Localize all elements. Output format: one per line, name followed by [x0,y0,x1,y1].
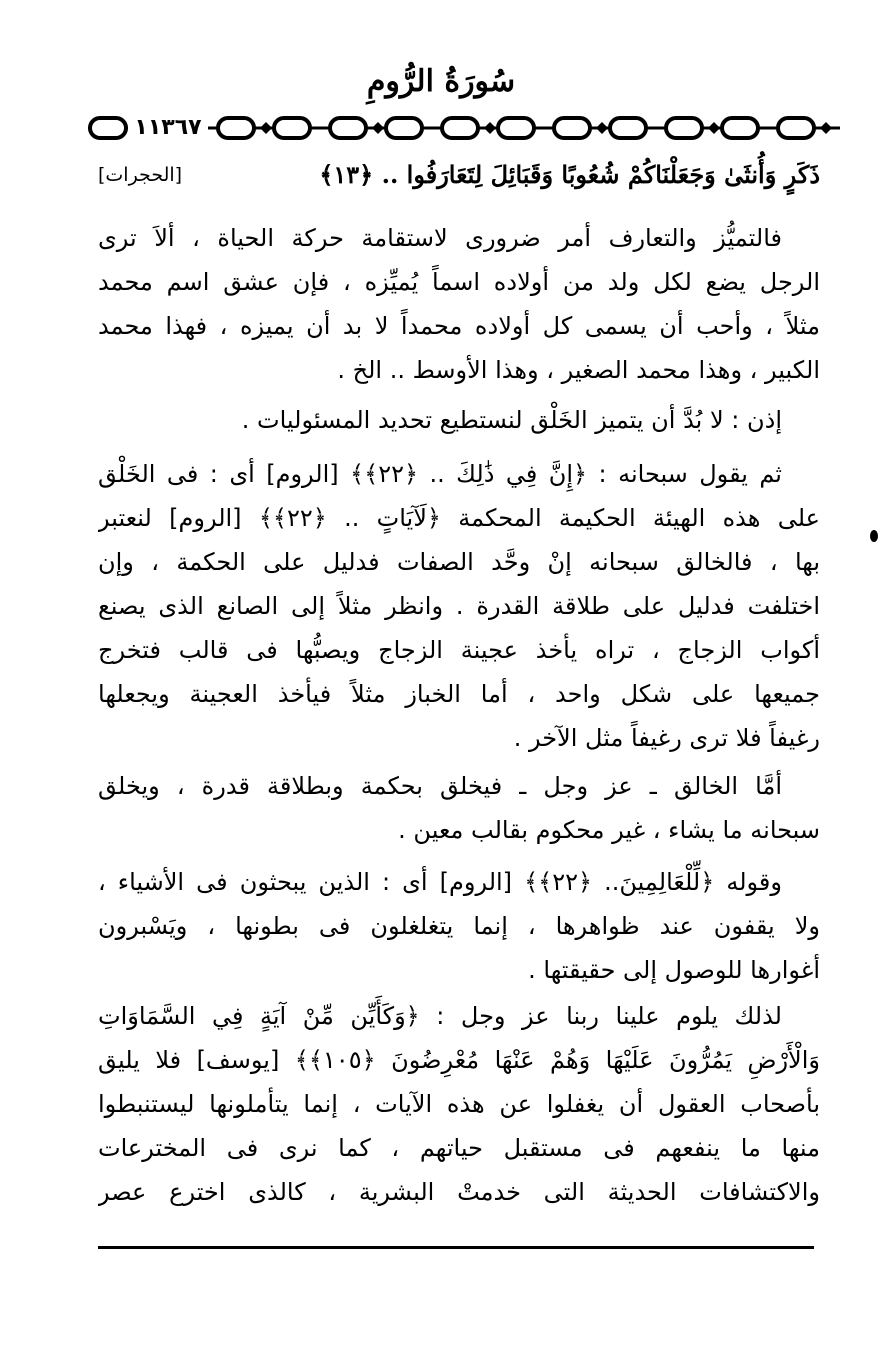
page-number: ١١٣٦٧ [128,113,208,143]
quran-verse-line [98,154,820,196]
text-line: والاكتشافات الحديثة التى خدمتْ البشرية ، كالذى اخترع عصر [98,1178,820,1206]
text-line: مثلاً ، وأحب أن يسمى كل أولاده محمداً لا بد أن يميزه ، فهذا محمد [98,312,820,340]
paragraph-2 [98,398,820,442]
verse-text: ذَكَرٍ وَأُنثَىٰ وَجَعَلْنَاكُمْ شُعُوبًا وَقَبَائِلَ لِتَعَارَفُوا .. ﴿١٣﴾ [319,160,820,189]
verse-reference: [الحجرات] [98,164,183,186]
text-line: أمَّا الخالق ـ عز وجل ـ فيخلق بحكمة وبطلاقة قدرة ، ويخلق [98,772,782,800]
text-line: ثم يقول سبحانه : ﴿إِنَّ فِي ذَٰلِكَ .. ﴿٢٢﴾﴾ [الروم] أى : فى الخَلْق [98,460,782,488]
text-line: وقوله ﴿لِّلْعَالِمِينَ.. ﴿٢٢﴾﴾ [الروم] أى : الذين يبحثون فى الأشياء ، [98,868,782,896]
text-line: بها ، فالخالق سبحانه إنْ وحَّد الصفات فدليل على الحكمة ، وإن [98,548,820,576]
text-line: أغوارها للوصول إلى حقيقتها . [528,956,820,984]
text-line: رغيفاً فلا ترى رغيفاً مثل الآخر . [513,724,820,752]
text-line: الكبير ، وهذا محمد الصغير ، وهذا الأوسط .. الخ . [337,356,820,384]
text-line: بأصحاب العقول أن يغفلوا عن هذه الآيات ، إنما يتأملونها ليستنبطوا [98,1090,820,1118]
paragraph-5 [98,860,820,992]
text-line: سبحانه ما يشاء ، غير محكوم بقالب معين . [398,816,820,844]
text-line: منها ما ينفعهم فى مستقبل حياتهم ، كما نرى فى المخترعات [98,1134,820,1162]
text-line: فالتميُّز والتعارف أمر ضرورى لاستقامة حركة الحياة ، ألاَ ترى [98,224,782,252]
text-line: جميعها على شكل واحد ، أما الخباز مثلاً فيأخذ العجينة ويجعلها [98,680,820,708]
surah-title: سُورَةُ الرُّومِ [366,64,516,99]
text-line: أكواب الزجاج ، تراه يأخذ عجينة الزجاج ويصبُّها فى قالب فتخرج [98,636,820,664]
text-line: وَالْأَرْضِ يَمُرُّونَ عَلَيْهَا وَهُمْ عَنْهَا مُعْرِضُونَ ﴿١٠٥﴾﴾ [يوسف] فلا يليق [98,1046,820,1074]
paragraph-3 [98,452,820,760]
text-line: ولا يقفون عند ظواهرها ، إنما يتغلغلون فى بطونها ، ويَسْبرون [98,912,820,940]
text-line: إذن : لا بُدَّ أن يتميز الخَلْق لنستطيع تحديد المسئوليات . [241,406,782,434]
text-line: اختلفت فدليل على طلاقة القدرة . وانظر مثلاً إلى الصانع الذى يصنع [98,592,820,620]
paragraph-4 [98,764,820,852]
paragraph-1 [98,216,820,392]
text-line: على هذه الهيئة الحكيمة المحكمة ﴿لَآيَاتٍ .. ﴿٢٢﴾﴾ [الروم] لنعتبر [98,504,820,532]
text-line: لذلك يلوم علينا ربنا عز وجل : ﴿وَكَأَيِّن مِّنْ آيَةٍ فِي السَّمَاوَاتِ [98,1002,782,1030]
text-line: الرجل يضع لكل ولد من أولاده اسماً يُميِّزه ، فإن عشق اسم محمد [98,268,820,296]
margin-mark [870,530,878,542]
footer-rule [98,1246,814,1249]
paragraph-6 [98,994,820,1214]
